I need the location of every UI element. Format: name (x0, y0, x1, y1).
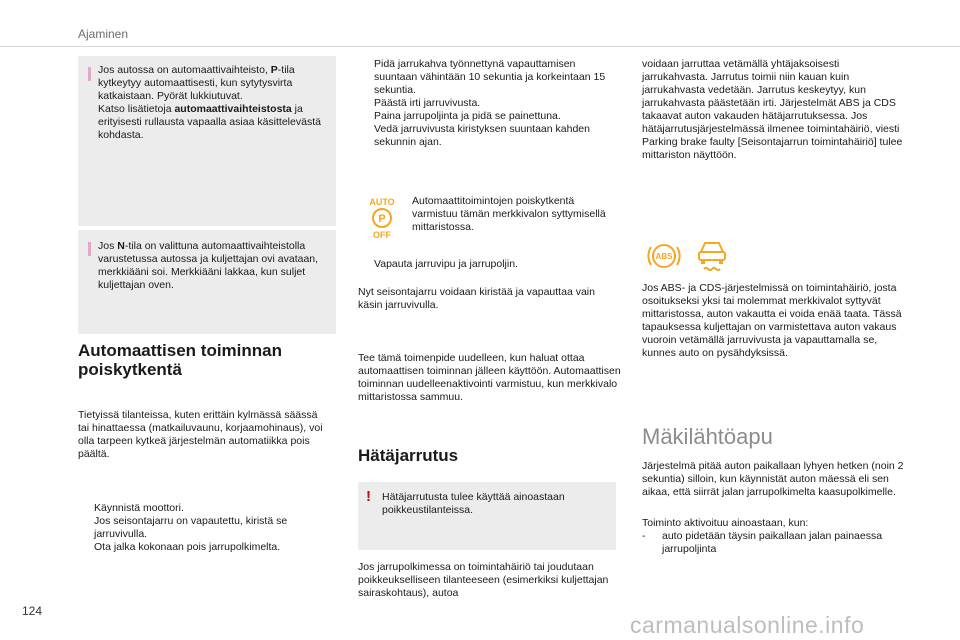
auto-p-off-icon (364, 196, 400, 242)
info-text (98, 240, 330, 292)
heading-automatic-disable: Automaattisen toiminnan poiskytkentä (78, 341, 283, 379)
info-box-park-mode (78, 56, 336, 226)
paragraph: Tee tämä toimenpide uudelleen, kun haluat ottaa automaattisen toiminnan jälleen käyttöön. Automaattisen toiminnan uudelleenaktivointi varmistuu, kun merkkivalo mittaristossa sammuu. (358, 352, 621, 403)
abs-warning-icon (646, 238, 682, 274)
text-fragment: Katso lisätietoja (98, 103, 175, 115)
paragraph: Jos ABS- ja CDS-järjestelmissä on toimintahäiriö, josta osoitukseksi yksi tai molemmat merkkivalot syttyvät mittaristossa, auton vakautta ei voida enää taata. Tässä tapauksessa kuljettajan on varmistettava auton vakaus vuoroin vetämällä jarruvivusta ja vapauttamalla se, kunnes auto on pysähdyksissä. (642, 282, 902, 359)
section-title: Ajaminen (78, 27, 129, 41)
info-text (98, 64, 330, 142)
text-bold: N (117, 240, 125, 252)
step-text: Jos seisontajarru on vapautettu, kiristä se jarruvivulla. (94, 515, 288, 540)
p-label: P (378, 213, 386, 225)
text-bold: automaattivaihteistosta (174, 103, 292, 115)
page-number: 124 (22, 604, 43, 618)
auto-label: AUTO (369, 197, 395, 207)
list-item-text: auto pidetään täysin paikallaan jalan painaessa jarrupoljinta (662, 530, 883, 555)
step-list (358, 58, 620, 149)
dash-list (642, 530, 892, 556)
text-fragment: Jos (98, 240, 118, 252)
heading-hill-start-assist: Mäkilähtöapu (642, 424, 773, 449)
step-item (358, 123, 620, 149)
warning-icon: ! (366, 488, 371, 505)
paragraph: voidaan jarruttaa vetämällä yhtäjaksoisesti jarrukahvasta. Jarrutus toimii niin kauan kuin jarrukahvasta vedetään. Jarrutus keskeytyy, kun jarrukahvasta päästetään irti. Järjestelmät ABS ja CDS takaavat auton vakauden hätäjarrutuksessa. Jos hätäjarrutusjärjestelmässä ilmenee toimintahäiriö, viesti Parking brake faulty [Seisontajarrun toimintahäiriö] tulee mittariston näyttöön. (642, 58, 903, 161)
icon-description: Automaattitoimintojen poiskytkentä varmistuu tämän merkkivalon syttymisellä mittaristossa. (412, 195, 606, 233)
text-fragment: -tila on valittuna automaattivaihteistolla varustetussa autossa ja kuljettajan ovi avataan, merkkiääni soi. Merkkiääni lakkaa, kun suljet kuljettajan oven. (98, 240, 319, 291)
step-item (78, 541, 330, 554)
info-marker (88, 67, 91, 81)
step-text: Vedä jarruvivusta kiristyksen suuntaan kahden sekunnin ajan. (374, 123, 590, 148)
paragraph: Tietyissä tilanteissa, kuten erittäin kylmässä säässä tai hinattaessa (matkailuvaunu, korjaamohinaus), voi olla tarpeen kytkeä järjestelmän automatiikka pois päältä. (78, 409, 323, 460)
step-item (358, 97, 620, 110)
info-box-neutral-mode (78, 230, 336, 334)
step-text: Käynnistä moottori. (94, 502, 184, 514)
heading-emergency-braking: Hätäjarrutus (358, 446, 459, 465)
abs-label: ABS (655, 252, 673, 261)
paragraph: Järjestelmä pitää auton paikallaan lyhyen hetken (noin 2 sekuntia) silloin, kun käynnistät auton mäessä eli sen aikaa, että siirrät jalan jarrupolkimelta kaasupolkimelle. (642, 460, 904, 498)
text-fragment: -tila kytkeytyy automaattisesti, kun sytytysvirta katkaistaan. Pyörät lukkiutuvat. (98, 64, 295, 102)
off-label: OFF (373, 230, 391, 240)
step-list (78, 502, 330, 554)
paragraph: Nyt seisontajarru voidaan kiristää ja vapauttaa vain käsin jarruvivulla. (358, 286, 595, 311)
step-item (358, 110, 620, 123)
dash-icon: - (642, 530, 646, 542)
step-text: Pidä jarrukahva työnnettynä vapauttamisen suuntaan vähintään 10 sekuntia ja korkeintaan 15 sekuntia. (374, 58, 606, 96)
text-fragment: ja erityisesti rullausta vapaalla asiaa käsittelevästä kohdasta. (98, 103, 321, 141)
warning-text: Hätäjarrutusta tulee käyttää ainoastaan poikkeustilanteissa. (382, 491, 565, 516)
warning-box (358, 482, 616, 550)
info-marker (88, 242, 91, 256)
paragraph: Jos jarrupolkimessa on toimintahäiriö tai joudutaan poikkeukselliseen tilanteeseen (esimerkiksi kuljettajan sairaskohtaus), autoa (358, 561, 609, 599)
step-item (78, 515, 330, 541)
step-text: Päästä irti jarruvivusta. (374, 97, 481, 109)
text-fragment: Jos autossa on automaattivaihteisto, (98, 64, 271, 76)
watermark: carmanualsonline.info (630, 612, 865, 638)
text-bold: P (270, 64, 278, 76)
step-item (78, 502, 330, 515)
header-divider (0, 46, 960, 47)
step-list (358, 258, 620, 271)
stability-control-icon (692, 236, 732, 276)
step-text: Paina jarrupoljinta ja pidä se painettuna. (374, 110, 561, 122)
paragraph: Toiminto aktivoituu ainoastaan, kun: (642, 517, 809, 529)
list-item (642, 530, 892, 556)
step-item (358, 258, 620, 271)
step-text: Vapauta jarruvipu ja jarrupoljin. (374, 258, 518, 270)
step-text: Ota jalka kokonaan pois jarrupolkimelta. (94, 541, 281, 553)
step-item (358, 58, 620, 97)
